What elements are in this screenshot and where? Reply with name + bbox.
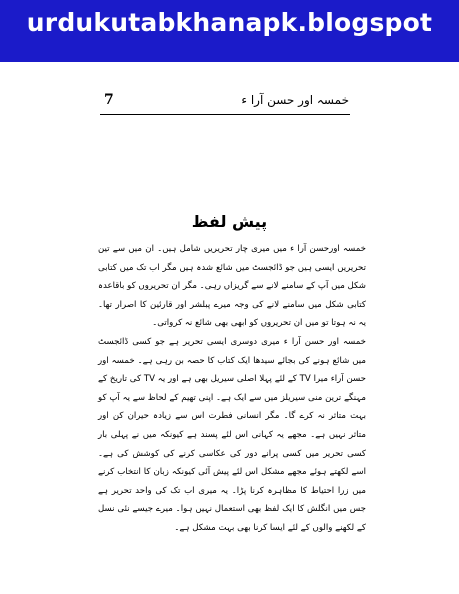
banner-site-url: urdukutabkhanapk.blogspot [26,8,433,37]
running-head-title: خمسہ اور حسن آرا ء [241,93,349,107]
paragraph: خمسہ اور حسن آرا ء میری دوسری ایسی تحریر ہے جو کسی ڈائجسٹ میں شائع ہونے کی بجائے سیدھا ایک کتاب کا حصہ بن رہی ہے۔ خمسہ اور حسن آراء میرا TV کے لئے پہلا اصلی سیریل بھی ہے اور یہ TV کی تاریخ کے مہنگے ترین منی سیریلز میں سے ایک ہے۔ اپنی تھیم کے لحاظ سے یہ آپ کو بہت متاثر نہ کرے گا۔ مگر انسانی فطرت اس سے زیادہ حیران کن اور متاثر نہیں ہے۔ مجھے یہ کہانی اس لئے پسند ہے کیونکہ میں نے پہلی بار کسی تحریر میں کسی پرانے دور کی عکاسی کرنے کی کوشش کی ہے۔ اسے لکھتے ہوئے مجھے مشکل اس لئے پیش آئی کیونکہ زبان کا انتخاب کرنے میں زرا احتیاط کا مظاہرہ کرنا پڑا۔ یہ میری اب تک کی واحد تحریر ہے جس میں انگلش کا ایک لفظ بھی استعمال نہیں ہوا۔ میرے جیسے نئی نسل کے لکھنے والوں کے لئے ایسا کرنا بھی بہت مشکل ہے۔ [98,336,366,533]
paragraph: خمسہ اورحسن آرا ء میں میری چار تحریریں شامل ہیں۔ ان میں سے تین تحریریں ایسی ہیں جو ڈائجسٹ میں شائع شدہ ہیں مگر اب تک میں کتابی شکل میں آپ کے سامنے لانے سے گریزاں رہی۔ مگر ان تحریروں کو باقاعدہ کتابی شکل میں سامنے لانے کی وجہ میرے پبلشر اور قارئین کا اصرار تھا۔ یہ نہ ہوتا تو میں ان تحریروں کو ابھی بھی شائع نہ کرواتی۔ [98,244,366,329]
page-number: 7 [104,92,114,108]
section-title: پیش لفظ [191,212,268,231]
book-page [0,62,459,594]
site-banner [0,0,459,62]
body-text [98,240,366,538]
header-rule [100,114,350,115]
